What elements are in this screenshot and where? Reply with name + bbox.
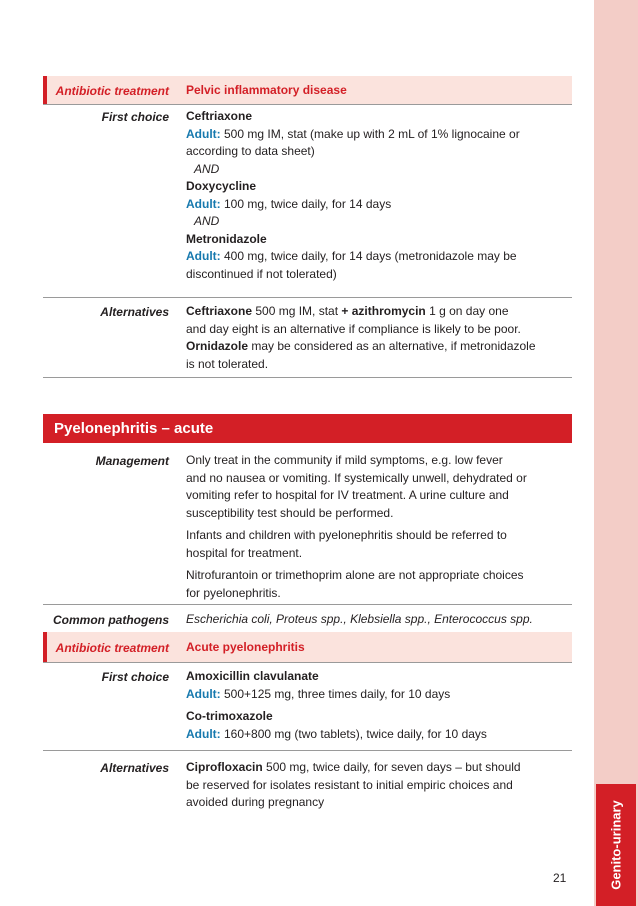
- text: vomiting refer to hospital for IV treatment. A urine culture and: [186, 488, 509, 502]
- drug-name: Ceftriaxone: [186, 304, 253, 318]
- adult-label: Adult:: [186, 686, 221, 701]
- and-connector: AND: [194, 161, 220, 176]
- text: for pyelonephritis.: [186, 585, 281, 600]
- row-label: Alternatives: [100, 761, 169, 775]
- text: be reserved for isolates resistant to initial empiric choices and: [186, 777, 513, 792]
- drug-name: Metronidazole: [186, 231, 267, 246]
- text: and no nausea or vomiting. If systemically unwell, dehydrated or: [186, 470, 527, 485]
- row-content: [186, 668, 566, 743]
- drug-name: Ceftriaxone: [186, 109, 253, 123]
- row-content: [186, 759, 566, 812]
- drug-name: Co-trimoxazole: [186, 709, 273, 723]
- dose-line: [186, 248, 566, 266]
- dose-line: [186, 196, 566, 214]
- drug-name: + azithromycin: [341, 304, 426, 318]
- dose-text: 500+125 mg, three times daily, for 10 days: [224, 686, 451, 701]
- adult-label: Adult:: [186, 726, 221, 741]
- pyelo-alternatives-row: [43, 750, 572, 816]
- text: Infants and children with pyelonephritis should be referred to: [186, 528, 507, 542]
- dose-line: [186, 126, 566, 144]
- pyelo-header-row: [43, 632, 572, 663]
- row-content: [186, 108, 566, 283]
- side-tab-label: Genito-urinary: [608, 800, 624, 890]
- row-label: First choice: [101, 110, 169, 124]
- pyelo-first-choice-row: [43, 662, 572, 751]
- text: avoided during pregnancy: [186, 795, 325, 809]
- adult-label: Adult:: [186, 196, 221, 211]
- paragraph: [186, 567, 566, 602]
- drug-name: Doxycycline: [186, 179, 257, 193]
- row-label: Common pathogens: [53, 613, 169, 627]
- drug-name: Amoxicillin clavulanate: [186, 669, 319, 683]
- paragraph: [186, 527, 566, 562]
- dose-text: 500 mg IM, stat (make up with 2 mL of 1% lignocaine or: [224, 126, 520, 141]
- text: Nitrofurantoin or trimethoprim alone are not appropriate choices: [186, 568, 524, 582]
- and-connector: AND: [194, 214, 220, 228]
- row-label: Alternatives: [100, 305, 169, 319]
- adult-label: Adult:: [186, 249, 221, 263]
- pid-header-row: [43, 76, 572, 105]
- dose-text: 400 mg, twice daily, for 14 days (metronidazole may be: [224, 249, 517, 263]
- dose-text: 100 mg, twice daily, for 14 days: [224, 196, 392, 211]
- section-title-bar: [43, 414, 572, 443]
- dose-text: according to data sheet): [186, 144, 315, 158]
- management-row: [43, 443, 572, 605]
- row-label: Management: [95, 454, 169, 468]
- text: is not tolerated.: [186, 356, 269, 371]
- text: hospital for treatment.: [186, 545, 303, 560]
- text: may be considered as an alternative, if metronidazole: [248, 339, 536, 353]
- dose-text: discontinued if not tolerated): [186, 266, 337, 281]
- pid-alternatives-row: [43, 297, 572, 378]
- text: 500 mg IM, stat: [252, 304, 342, 318]
- row-label: First choice: [101, 670, 169, 684]
- row-content: Escherichia coli, Proteus spp., Klebsiella spp., Enterococcus spp.: [186, 612, 533, 626]
- text: 1 g on day one: [425, 304, 509, 318]
- pathogens-row: [43, 604, 572, 633]
- drug-name: Ciprofloxacin: [186, 760, 263, 774]
- row-title: Acute pyelonephritis: [186, 640, 305, 654]
- row-content: [186, 452, 566, 607]
- paragraph: [186, 452, 566, 522]
- row-label: Antibiotic treatment: [55, 84, 169, 98]
- side-strip: [594, 0, 638, 906]
- adult-label: Adult:: [186, 126, 221, 141]
- section-title: Pyelonephritis – acute: [54, 420, 214, 437]
- page-number: 21: [553, 871, 567, 885]
- row-label: Antibiotic treatment: [55, 641, 169, 655]
- drug-name: Ornidazole: [186, 339, 249, 353]
- text: and day eight is an alternative if compliance is likely to be poor.: [186, 321, 521, 336]
- text: susceptibility test should be performed.: [186, 505, 394, 520]
- row-content: [186, 303, 566, 373]
- dose-text: 160+800 mg (two tablets), twice daily, for 10 days: [224, 726, 487, 741]
- text: 500 mg, twice daily, for seven days – but should: [262, 760, 521, 774]
- text: Only treat in the community if mild symptoms, e.g. low fever: [186, 453, 503, 467]
- row-title: Pelvic inflammatory disease: [186, 83, 347, 97]
- pid-first-choice-row: [43, 104, 572, 298]
